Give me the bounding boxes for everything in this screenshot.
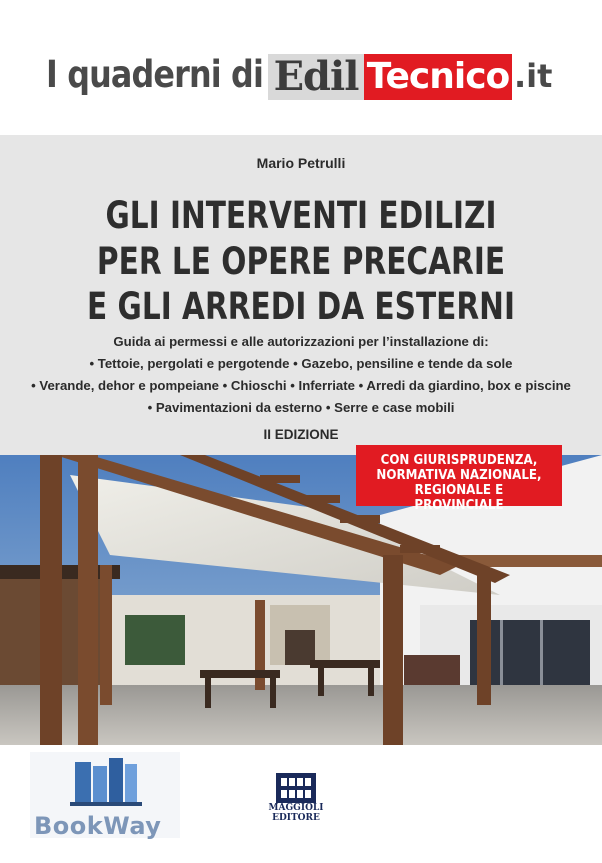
series-prefix: I quaderni di [46, 53, 264, 96]
publisher-name [262, 803, 330, 823]
guide-line-3: • Verande, dehor e pompeiane • Chioschi • Inferriate • Arredi da giardino, box e piscine [31, 378, 571, 393]
badge-line-1: CON GIURISPRUDENZA, [380, 452, 538, 468]
edition-label: II EDIZIONE [263, 427, 339, 442]
guide-line-1: Guida ai permessi e alle autorizzazioni per l’installazione di: [113, 334, 489, 349]
publisher-line-1: MAGGIOLI [268, 803, 324, 813]
guide-line-4: • Pavimentazioni da esterno • Serre e case mobili [147, 400, 455, 415]
logo-domain: .it [514, 57, 553, 95]
title-line-2: PER LE OPERE PRECARIE [96, 240, 506, 283]
publisher-line-2: EDITORE [272, 813, 320, 823]
maggioli-logo-icon [276, 773, 316, 803]
guide-line-2: • Tettoie, pergolati e pergotende • Gazebo, pensiline e tende da sole [89, 356, 513, 371]
title-line-1: GLI INTERVENTI EDILIZI [105, 194, 497, 237]
logo-edil: Edil [268, 54, 364, 100]
badge-line-3: REGIONALE E PROVINCIALE [414, 482, 504, 513]
content-badge [356, 445, 562, 513]
author-name: Mario Petrulli [256, 155, 346, 171]
bookway-text: BookWay [34, 812, 162, 840]
books-icon [30, 752, 180, 812]
badge-line-2: NORMATIVA NAZIONALE, [376, 467, 542, 483]
logo-tecnico: Tecnico [364, 54, 512, 100]
title-line-3: E GLI ARREDI DA ESTERNI [87, 285, 515, 328]
